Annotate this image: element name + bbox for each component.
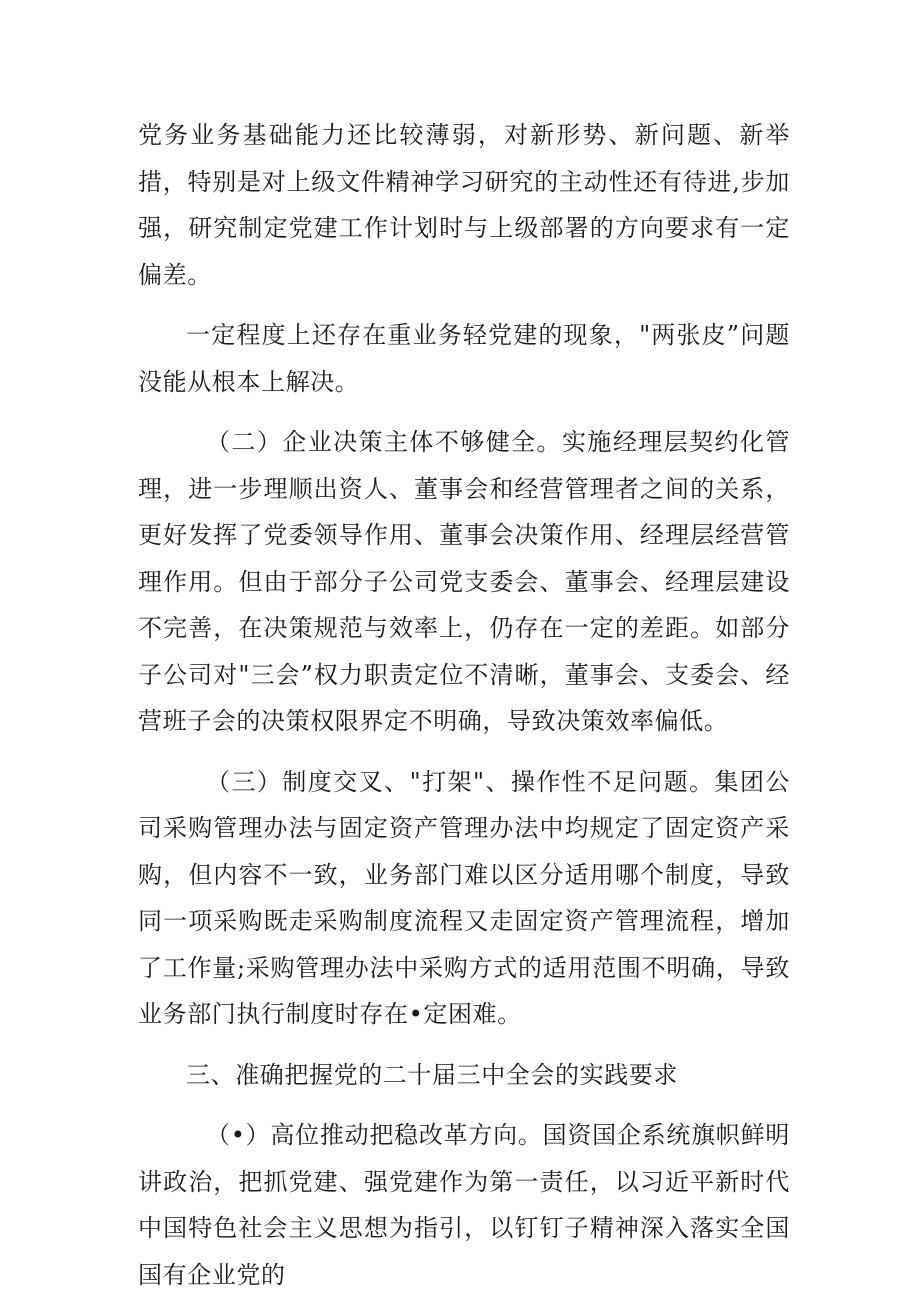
section-heading-practice-requirements: 三、准确把握党的二十届三中全会的实践要求 (186, 1060, 678, 1089)
paragraph-party-affairs-capability: 党务业务基础能力还比较薄弱，对新形势、新问题、新举措，特别是对上级文件精神学习研究的主动性还有待进,步加强，研究制定党建工作计划时与上级部署的方向要求有一定偏差。 (138, 121, 790, 289)
paragraph-two-skins-issue: 一定程度上还存在重业务轻党建的现象，"两张皮”问题没能从根本上解决。 (138, 321, 790, 396)
document-body (138, 112, 790, 1312)
paragraph-reform-direction: （•）高位推动把稳改革方向。国资国企系统旗帜鲜明讲政治，把抓党建、强党建作为第一责任，以习近平新时代中国特色社会主义思想为指引，以钉钉子精神深入落实全国国有企业党的 (138, 1121, 790, 1289)
paragraph-decision-subject: （二）企业决策主体不够健全。实施经理层契约化管理，进一步理顺出资人、董事会和经营管理者之间的关系，更好发挥了党委领导作用、董事会决策作用、经理层经营管理作用。但由于部分子公司党支委会、董事会、经理层建设不完善，在决策规范与效率上，仍存在一定的差距。如部分子公司对"三会”权力职责定位不清晰，董事会、支委会、经营班子会的决策权限界定不明确，导致决策效率偏低。 (138, 428, 790, 735)
paragraph-system-conflict: （三）制度交叉、"打架"、操作性不足问题。集团公司采购管理办法与固定资产管理办法中均规定了固定资产采购，但内容不一致，业务部门难以区分适用哪个制度，导致同一项采购既走采购制度流程又走固定资产管理流程，增加了工作量;采购管理办法中采购方式的适用范围不明确，导致业务部门执行制度时存在•定困难。 (138, 767, 790, 1028)
